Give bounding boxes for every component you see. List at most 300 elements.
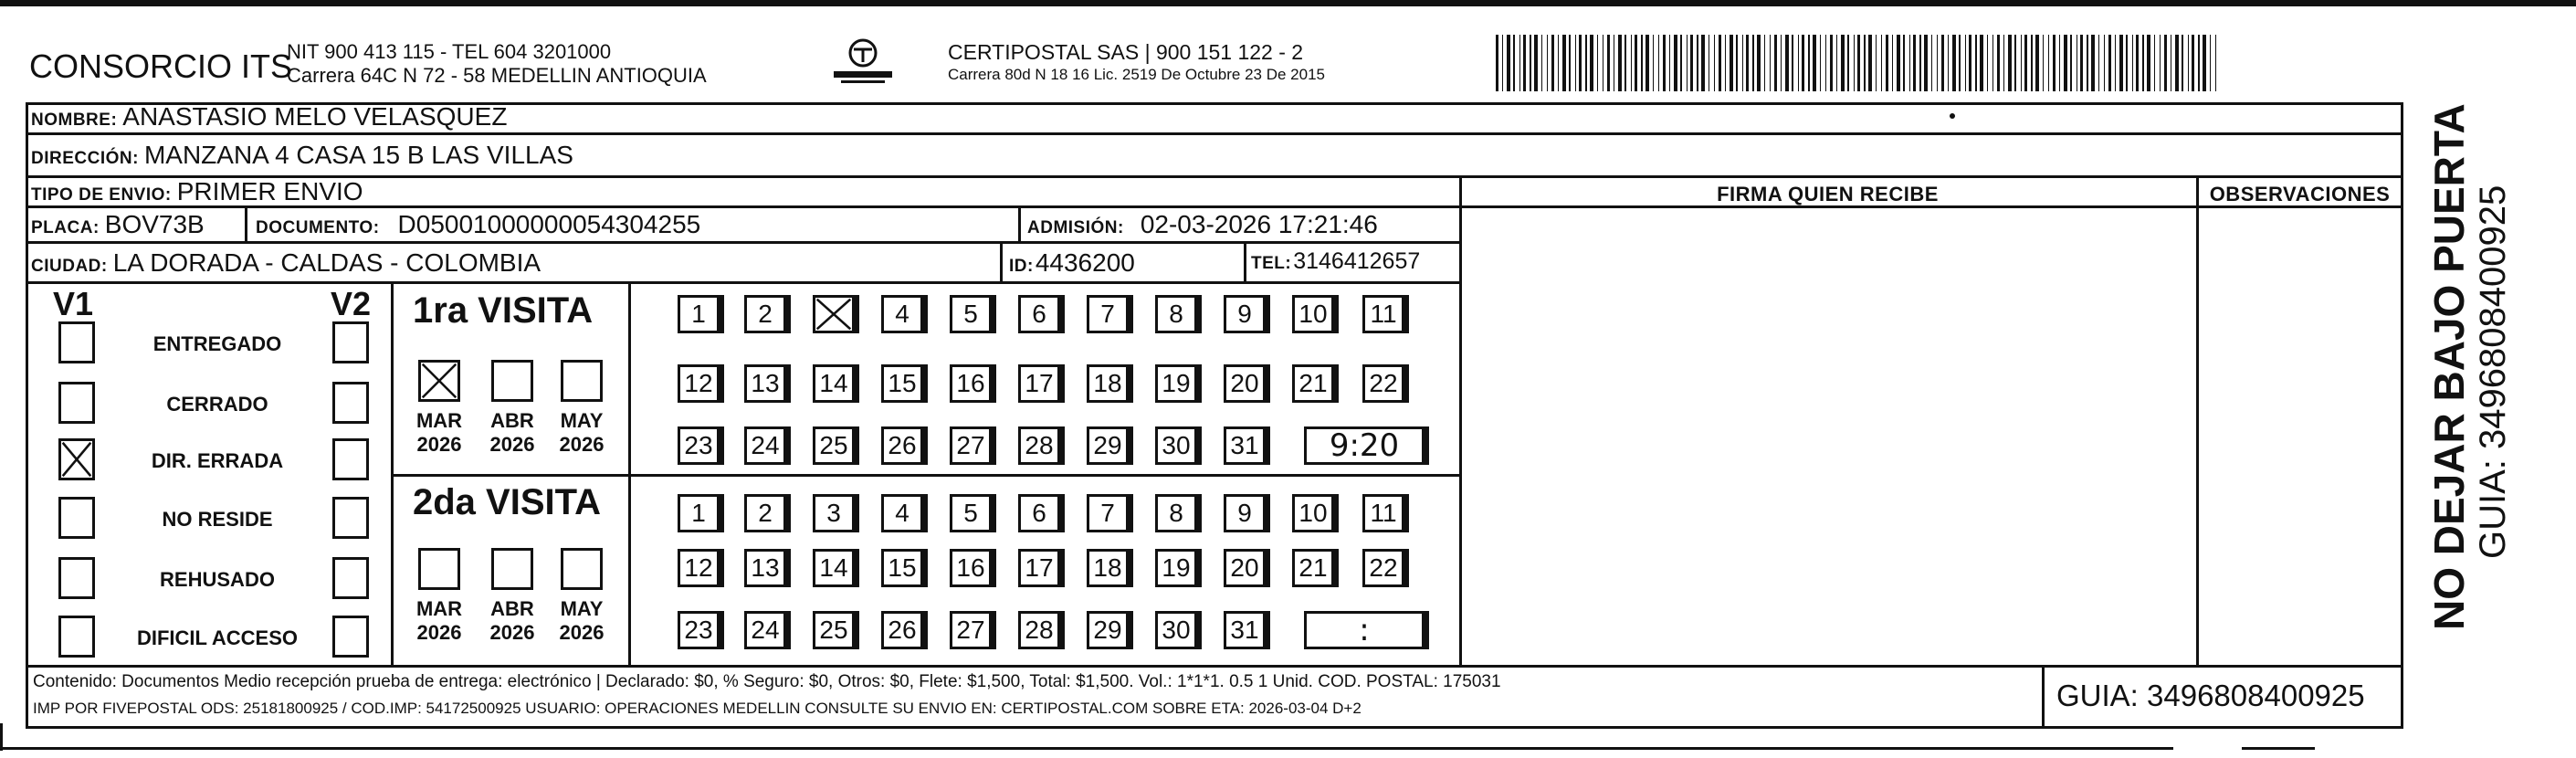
- barcode-bar: [1854, 35, 1855, 91]
- barcode-bar: [1770, 35, 1771, 91]
- barcode-bar: [1876, 35, 1877, 91]
- month-checkbox[interactable]: [491, 548, 533, 590]
- direccion-row: [31, 141, 573, 170]
- barcode-bar: [1569, 35, 1571, 91]
- day-box[interactable]: 30: [1155, 426, 1197, 465]
- row-divider: [26, 132, 2403, 135]
- day-box[interactable]: 4: [881, 494, 923, 532]
- barcode-bar: [2098, 35, 2099, 91]
- v1-checkbox[interactable]: [58, 557, 95, 599]
- tel-row: [1251, 248, 1420, 275]
- barcode-bar: [1941, 35, 1944, 91]
- barcode-bar: [1534, 35, 1538, 91]
- status-divider: [391, 281, 394, 665]
- barcode-bar: [1813, 35, 1816, 91]
- barcode-icon: [1496, 35, 2222, 91]
- time-box[interactable]: 9:20: [1304, 426, 1425, 465]
- day-box[interactable]: 7: [1087, 295, 1129, 333]
- barcode-bar: [1618, 35, 1622, 91]
- day-box[interactable]: 4: [881, 295, 923, 333]
- barcode-bar: [2203, 35, 2206, 91]
- admision-label: ADMISIÓN:: [1027, 218, 1124, 237]
- row-divider: [26, 281, 1459, 284]
- barcode-bar: [1975, 35, 1977, 91]
- month-name: MAY: [560, 597, 604, 620]
- barcode-bar: [1547, 35, 1548, 91]
- v1-checkbox[interactable]: [58, 616, 95, 658]
- barcode-bar: [1690, 35, 1693, 91]
- barcode-bar: [1868, 35, 1872, 91]
- barcode-bar: [1992, 35, 1993, 91]
- barcode-bar: [2024, 35, 2027, 91]
- barcode-bar: [1752, 35, 1754, 91]
- barcode-bar: [1641, 35, 1643, 91]
- day-box[interactable]: 13: [744, 364, 786, 403]
- status-label: DIFICIL ACCESO: [136, 626, 298, 649]
- month-name: MAR: [415, 409, 463, 432]
- barcode-bar: [1607, 35, 1610, 91]
- barcode-bar: [1924, 35, 1928, 91]
- barcode-bar: [1519, 35, 1520, 91]
- barcode-bar: [1892, 35, 1893, 91]
- observaciones-label: OBSERVACIONES: [2209, 183, 2391, 205]
- barcode-bar: [1523, 35, 1526, 91]
- barcode-bar: [2070, 35, 2072, 91]
- barcode-bar: [1764, 35, 1765, 91]
- barcode-bar: [1937, 35, 1938, 91]
- day-box[interactable]: 1: [678, 494, 720, 532]
- day-box[interactable]: 31: [1224, 611, 1266, 649]
- carrier-line2: Carrera 80d N 18 16 Lic. 2519 De Octubre 23 De 2015: [948, 66, 1325, 83]
- barcode-bar: [2087, 35, 2088, 91]
- barcode-bar: [2126, 35, 2128, 91]
- day-box[interactable]: 28: [1018, 426, 1060, 465]
- barcode-bar: [1913, 35, 1916, 91]
- day-box[interactable]: 9: [1224, 295, 1266, 333]
- day-box[interactable]: 1: [678, 295, 720, 333]
- day-box[interactable]: 12: [678, 549, 720, 587]
- barcode-bar: [2182, 35, 2183, 91]
- day-box[interactable]: 21: [1292, 364, 1334, 403]
- footer-line1: Contenido: Documentos Medio recepción prueba de entrega: electrónico | Declarado: $0, % Seguro: $0, Otros: $0, Flete: $1,500, Total: $1,500. Vol.: 1*1*1. 0.5 1 Unid. COD. POSTAL: 175031: [33, 672, 1501, 691]
- month-name: ABR: [490, 597, 534, 620]
- day-box[interactable]: 23: [678, 611, 720, 649]
- visit-divider: [628, 281, 631, 665]
- barcode-bar: [1624, 35, 1626, 91]
- footer-divider: [26, 665, 2403, 668]
- certipostal-logo-icon: [826, 37, 899, 88]
- month-checkbox[interactable]: [418, 548, 460, 590]
- barcode-bar: [1742, 35, 1743, 91]
- barcode-bar: [1948, 35, 1949, 91]
- barcode-bar: [1802, 35, 1804, 91]
- direccion-label: DIRECCIÓN:: [31, 149, 139, 168]
- barcode-bar: [1881, 35, 1882, 91]
- barcode-bar: [1792, 35, 1793, 91]
- company-line2: Carrera 64C N 72 - 58 MEDELLIN ANTIOQUIA: [287, 64, 707, 87]
- status-label: DIR. ERRADA: [151, 449, 284, 472]
- barcode-bar: [1987, 35, 1988, 91]
- month-label: [550, 597, 614, 645]
- day-box[interactable]: 21: [1292, 549, 1334, 587]
- barcode-bar: [1847, 35, 1849, 91]
- column-divider: [1000, 241, 1003, 281]
- barcode-bar: [2003, 35, 2004, 91]
- carrier-line1: CERTIPOSTAL SAS | 900 151 122 - 2: [948, 40, 1304, 64]
- day-box[interactable]: 26: [881, 611, 923, 649]
- day-box[interactable]: 24: [744, 426, 786, 465]
- barcode-bar: [1701, 35, 1705, 91]
- barcode-bar: [1541, 35, 1542, 91]
- dot-mark: [1950, 113, 1955, 119]
- barcode-bar: [1645, 35, 1649, 91]
- barcode-bar: [1725, 35, 1726, 91]
- v2-checkbox[interactable]: [332, 382, 369, 424]
- month-checkbox[interactable]: [418, 360, 460, 402]
- barcode-bar: [1530, 35, 1531, 91]
- barcode-bar: [1687, 35, 1688, 91]
- v1-checkbox[interactable]: [58, 497, 95, 539]
- barcode-bar: [2154, 35, 2155, 91]
- month-label: [550, 409, 614, 457]
- barcode-bar: [1597, 35, 1598, 91]
- barcode-bar: [2031, 35, 2033, 91]
- nombre-label: NOMBRE:: [31, 111, 118, 130]
- day-box[interactable]: 2: [744, 295, 786, 333]
- company-name: CONSORCIO ITS: [29, 47, 293, 85]
- month-year: 2026: [489, 433, 535, 456]
- month-name: ABR: [490, 409, 534, 432]
- day-box[interactable]: 27: [950, 426, 992, 465]
- day-box[interactable]: 10: [1292, 494, 1334, 532]
- day-box[interactable]: 23: [678, 426, 720, 465]
- barcode-bar: [1836, 35, 1837, 91]
- day-box[interactable]: 14: [813, 549, 855, 587]
- barcode-bar: [2119, 35, 2123, 91]
- barcode-bar: [1585, 35, 1587, 91]
- barcode-bar: [1857, 35, 1860, 91]
- day-box[interactable]: 19: [1155, 364, 1197, 403]
- barcode-bar: [1774, 35, 1777, 91]
- barcode-bar: [1590, 35, 1593, 91]
- barcode-bar: [1903, 35, 1905, 91]
- month-label: [480, 409, 544, 457]
- barcode-bar: [2043, 35, 2044, 91]
- barcode-bar: [1746, 35, 1749, 91]
- barcode-bar: [2064, 35, 2067, 91]
- barcode-bar: [2053, 35, 2056, 91]
- column-divider: [2196, 175, 2199, 665]
- barcode-bar: [1785, 35, 1789, 91]
- barcode-bar: [1658, 35, 1659, 91]
- day-box[interactable]: 9: [1224, 494, 1266, 532]
- v1-checkbox[interactable]: [58, 321, 95, 363]
- status-label: ENTREGADO: [152, 332, 282, 355]
- barcode-bar: [1798, 35, 1799, 91]
- barcode-bar: [2192, 35, 2194, 91]
- barcode-bar: [2008, 35, 2012, 91]
- company-line1: NIT 900 413 115 - TEL 604 3201000: [287, 40, 612, 63]
- barcode-bar: [1496, 35, 1498, 91]
- day-box[interactable]: 28: [1018, 611, 1060, 649]
- footer-guia: GUIA: 3496808400925: [2056, 679, 2365, 712]
- month-year: 2026: [489, 621, 535, 644]
- day-box[interactable]: 29: [1087, 426, 1129, 465]
- barcode-bar: [1680, 35, 1682, 91]
- documento-value: D05001000000054304255: [397, 210, 701, 238]
- barcode-bar: [2188, 35, 2189, 91]
- day-box[interactable]: 25: [813, 426, 855, 465]
- day-box[interactable]: 6: [1018, 494, 1060, 532]
- barcode-bar: [1631, 35, 1632, 91]
- day-box[interactable]: 20: [1224, 364, 1266, 403]
- barcode-bar: [2021, 35, 2022, 91]
- barcode-bar: [2115, 35, 2116, 91]
- day-box[interactable]: 24: [744, 611, 786, 649]
- ciudad-label: CIUDAD:: [31, 257, 108, 276]
- barcode-bar: [1674, 35, 1677, 91]
- v2-checkbox[interactable]: [332, 438, 369, 480]
- v1-header: V1: [53, 285, 94, 322]
- row-divider: [26, 175, 2403, 178]
- nombre-row: [31, 102, 507, 132]
- barcode-bar: [1841, 35, 1845, 91]
- column-divider: [1459, 175, 1462, 665]
- day-box[interactable]: [813, 295, 855, 333]
- tel-value: 3146412657: [1293, 248, 1421, 274]
- barcode-bar: [1959, 35, 1961, 91]
- v2-checkbox[interactable]: [332, 497, 369, 539]
- day-box[interactable]: 2: [744, 494, 786, 532]
- day-box[interactable]: 5: [950, 494, 992, 532]
- day-box[interactable]: 18: [1087, 364, 1129, 403]
- documento-label: DOCUMENTO:: [256, 218, 380, 237]
- day-box[interactable]: 5: [950, 295, 992, 333]
- barcode-bar: [2104, 35, 2105, 91]
- barcode-bar: [1931, 35, 1932, 91]
- day-box[interactable]: 13: [744, 549, 786, 587]
- x-mark-icon: [815, 298, 852, 331]
- month-checkbox[interactable]: [561, 360, 603, 402]
- month-year: 2026: [416, 621, 462, 644]
- barcode-bar: [2160, 35, 2161, 91]
- direccion-value: MANZANA 4 CASA 15 B LAS VILLAS: [143, 141, 573, 169]
- status-label: CERRADO: [166, 393, 268, 416]
- footer-line2: IMP POR FIVEPOSTAL ODS: 25181800925 / COD.IMP: 54172500925 USUARIO: OPERACIONES MEDELLIN CONSULTE SU ENVIO EN: CERTIPOSTAL.COM SOBRE ETA: 2026-03-04 D+2: [33, 700, 1362, 717]
- day-box[interactable]: 14: [813, 364, 855, 403]
- x-mark-icon: [421, 363, 457, 399]
- barcode: [1496, 35, 2222, 91]
- day-box[interactable]: 11: [1362, 494, 1404, 532]
- status-label: NO RESIDE: [162, 508, 273, 531]
- month-year: 2026: [416, 433, 462, 456]
- day-box[interactable]: 6: [1018, 295, 1060, 333]
- side-warning: NO DEJAR BAJO PUERTA: [2425, 103, 2473, 630]
- ciudad-row: [31, 248, 541, 278]
- time-box[interactable]: :: [1304, 611, 1425, 649]
- day-box[interactable]: 26: [881, 426, 923, 465]
- barcode-bar: [2215, 35, 2216, 91]
- month-name: MAY: [560, 409, 604, 432]
- barcode-bar: [1886, 35, 1888, 91]
- placa-label: PLACA:: [31, 218, 100, 237]
- barcode-bar: [1714, 35, 1715, 91]
- month-name: MAR: [415, 597, 463, 620]
- day-box[interactable]: 12: [678, 364, 720, 403]
- day-box[interactable]: 22: [1362, 364, 1404, 403]
- top-border: [0, 0, 2576, 6]
- barcode-bar: [1997, 35, 2000, 91]
- barcode-bar: [2014, 35, 2016, 91]
- day-box[interactable]: 15: [881, 364, 923, 403]
- day-box[interactable]: 20: [1224, 549, 1266, 587]
- ciudad-value: LA DORADA - CALDAS - COLOMBIA: [112, 248, 541, 277]
- barcode-bar: [1830, 35, 1833, 91]
- day-box[interactable]: 15: [881, 549, 923, 587]
- v2-checkbox[interactable]: [332, 321, 369, 363]
- day-box[interactable]: 16: [950, 549, 992, 587]
- barcode-bar: [2164, 35, 2167, 91]
- barcode-bar: [1757, 35, 1761, 91]
- barcode-bar: [2210, 35, 2211, 91]
- v1-checkbox[interactable]: [58, 382, 95, 424]
- v1-checkbox[interactable]: [58, 438, 95, 480]
- tipo-row: [31, 177, 363, 206]
- barcode-bar: [2108, 35, 2111, 91]
- barcode-bar: [1781, 35, 1782, 91]
- side-guia: GUIA: 3496808400925: [2473, 184, 2513, 559]
- column-divider: [1244, 241, 1246, 281]
- barcode-bar: [1820, 35, 1821, 91]
- day-box[interactable]: 25: [813, 611, 855, 649]
- barcode-bar: [1980, 35, 1983, 91]
- month-label: [407, 409, 471, 457]
- certipostal-logo: [826, 37, 899, 88]
- id-value: 4436200: [1035, 248, 1135, 277]
- admision-row: [1027, 210, 1378, 239]
- day-box[interactable]: 11: [1362, 295, 1404, 333]
- barcode-bar: [2132, 35, 2133, 91]
- admision-value: 02-03-2026 17:21:46: [1140, 210, 1378, 238]
- placa-value: BOV73B: [104, 210, 205, 238]
- day-box[interactable]: 8: [1155, 494, 1197, 532]
- left-edge: [0, 723, 3, 751]
- day-box[interactable]: 27: [950, 611, 992, 649]
- id-label: ID:: [1009, 257, 1034, 276]
- nombre-value: ANASTASIO MELO VELASQUEZ: [122, 102, 508, 131]
- footer-divider-v: [2042, 665, 2045, 729]
- barcode-bar: [2175, 35, 2179, 91]
- barcode-bar: [1551, 35, 1554, 91]
- barcode-bar: [2198, 35, 2200, 91]
- tipo-value: PRIMER ENVIO: [176, 177, 363, 205]
- barcode-bar: [1897, 35, 1900, 91]
- bottom-rule-short: [2242, 747, 2315, 750]
- day-box[interactable]: 16: [950, 364, 992, 403]
- tipo-label: TIPO DE ENVIO:: [31, 185, 172, 205]
- barcode-bar: [1969, 35, 1971, 91]
- barcode-bar: [1653, 35, 1654, 91]
- documento-row: [256, 210, 700, 239]
- barcode-bar: [1736, 35, 1738, 91]
- barcode-bar: [1635, 35, 1637, 91]
- placa-row: [31, 210, 205, 239]
- barcode-bar: [2147, 35, 2150, 91]
- status-label: REHUSADO: [160, 568, 275, 591]
- day-box[interactable]: 29: [1087, 611, 1129, 649]
- barcode-bar: [1502, 35, 1503, 91]
- v2-checkbox[interactable]: [332, 557, 369, 599]
- id-row: [1009, 248, 1135, 278]
- barcode-bar: [2080, 35, 2083, 91]
- day-box[interactable]: 3: [813, 494, 855, 532]
- month-year: 2026: [559, 621, 605, 644]
- column-divider: [245, 205, 247, 244]
- barcode-bar: [2136, 35, 2139, 91]
- barcode-bar: [1663, 35, 1666, 91]
- barcode-bar: [1719, 35, 1721, 91]
- barcode-bar: [1730, 35, 1733, 91]
- day-box[interactable]: 7: [1087, 494, 1129, 532]
- month-checkbox[interactable]: [561, 548, 603, 590]
- v2-checkbox[interactable]: [332, 616, 369, 658]
- barcode-bar: [2091, 35, 2095, 91]
- barcode-bar: [1575, 35, 1576, 91]
- firma-label: FIRMA QUIEN RECIBE: [1717, 183, 1939, 205]
- day-box[interactable]: 22: [1362, 549, 1404, 587]
- barcode-bar: [1864, 35, 1866, 91]
- day-box[interactable]: 30: [1155, 611, 1197, 649]
- day-box[interactable]: 18: [1087, 549, 1129, 587]
- barcode-bar: [2142, 35, 2144, 91]
- barcode-bar: [1965, 35, 1966, 91]
- v2-header: V2: [331, 285, 372, 322]
- barcode-bar: [1513, 35, 1515, 91]
- barcode-bar: [2035, 35, 2039, 91]
- visit1-title: 1ra VISITA: [413, 290, 594, 331]
- visit-separator: [391, 474, 1459, 477]
- day-box[interactable]: 8: [1155, 295, 1197, 333]
- barcode-bar: [1919, 35, 1921, 91]
- month-label: [480, 597, 544, 645]
- barcode-bar: [1669, 35, 1670, 91]
- tel-label: TEL:: [1251, 254, 1292, 273]
- day-box[interactable]: 31: [1224, 426, 1266, 465]
- month-year: 2026: [559, 433, 605, 456]
- barcode-bar: [1825, 35, 1826, 91]
- barcode-bar: [2048, 35, 2049, 91]
- barcode-bar: [1507, 35, 1510, 91]
- month-checkbox[interactable]: [491, 360, 533, 402]
- barcode-bar: [1808, 35, 1810, 91]
- day-box[interactable]: 17: [1018, 549, 1060, 587]
- month-label: [407, 597, 471, 645]
- barcode-bar: [1697, 35, 1698, 91]
- barcode-bar: [1579, 35, 1582, 91]
- day-box[interactable]: 10: [1292, 295, 1334, 333]
- barcode-bar: [1909, 35, 1910, 91]
- day-box[interactable]: 19: [1155, 549, 1197, 587]
- barcode-bar: [1562, 35, 1566, 91]
- visit2-title: 2da VISITA: [413, 482, 601, 522]
- barcode-bar: [1558, 35, 1559, 91]
- day-box[interactable]: 17: [1018, 364, 1060, 403]
- barcode-bar: [2059, 35, 2060, 91]
- bottom-rule: [0, 747, 2173, 750]
- x-mark-icon: [61, 441, 92, 478]
- barcode-bar: [1952, 35, 1956, 91]
- column-divider: [1018, 205, 1021, 244]
